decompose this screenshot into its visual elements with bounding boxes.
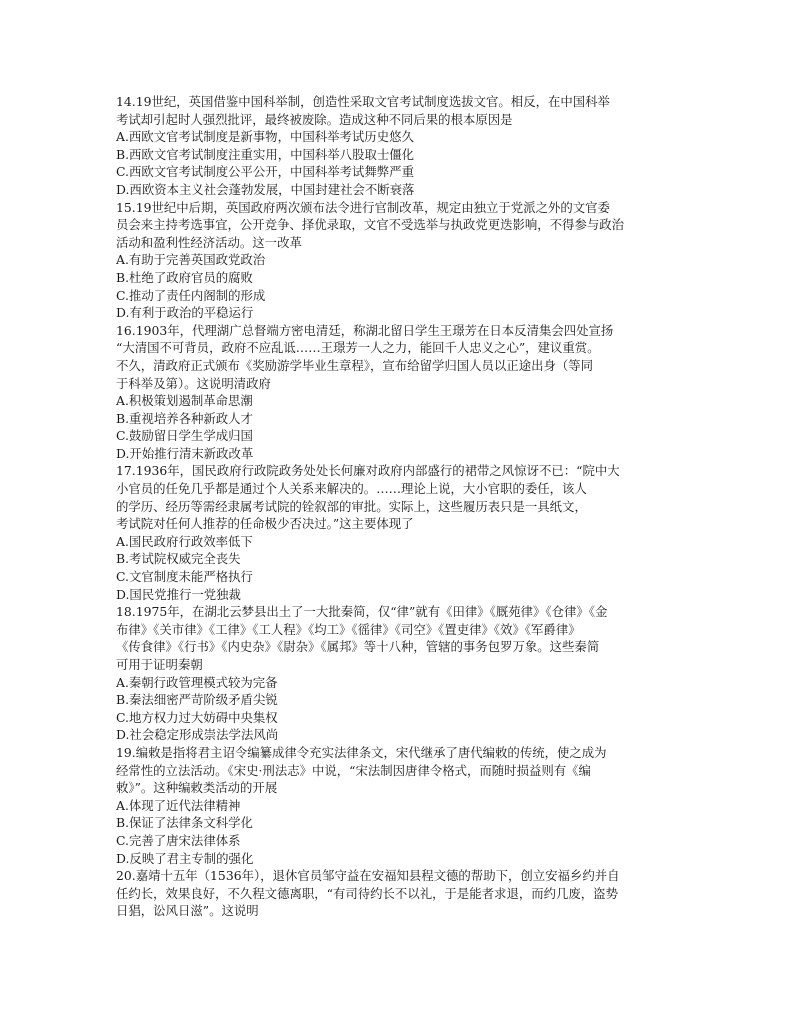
option-a: A.西欧文官考试制度是新事物，中国科举考试历史悠久 (116, 129, 414, 145)
option-d: D.有利于政治的平稳运行 (116, 305, 254, 321)
question-stem-line: 的学历、经历等需经隶属考试院的铨叙部的审批。实际上，这些履历表只是一具纸文， (116, 498, 587, 514)
option-d: D.开始推行清末新政改革 (116, 445, 254, 461)
question-stem-line: 敕》”。这种编敕类活动的开展 (116, 780, 278, 796)
option-c: C.文官制度未能严格执行 (116, 569, 253, 585)
option-d: D.社会稳定形成崇法学法风尚 (116, 727, 279, 743)
question-stem-line: 16.1903年，代理湖广总督端方密电清廷，称湖北留日学生王璟芳在日本反清集会四处宣扬 (116, 322, 614, 338)
question-stem-line: 员会来主持考选事宜，公开竞争、择优录取，文官不受选举与执政党更迭影响，不得参与政治 (116, 217, 625, 233)
question-stem-line: 日猖，讼风日滋”。这说明 (116, 903, 259, 919)
question-stem-line: 布律》《关市律》《工律》《工人程》《均工》《徭律》《司空》《置吏律》《效》《军爵律》 (116, 621, 581, 637)
question-stem-line: “大清国不可背员，政府不应乱诋……王璟芳一人之力，能回千人忠义之心”，建议重赏。 (116, 340, 600, 356)
question-20 (116, 867, 696, 920)
question-17 (116, 462, 696, 603)
option-a: A.秦朝行政管理模式较为完备 (116, 674, 278, 690)
question-stem-line: 20.嘉靖十五年（1536年），退休官员邹守益在安福知县程文德的帮助下，创立安福乡约并自 (116, 868, 620, 884)
question-16 (116, 322, 696, 463)
option-b: B.西欧文官考试制度注重实用，中国科举八股取士僵化 (116, 146, 415, 162)
exam-page (116, 93, 696, 920)
question-stem-line: 18.1975年，在湖北云梦县出土了一大批秦简，仅“律”就有《田律》《厩苑律》《仓律》《金 (116, 604, 608, 620)
question-stem-line: 《传食律》《行书》《内史杂》《尉杂》《属邦》等十八种，管辖的事务包罗万象。这些秦简 (116, 639, 600, 655)
question-stem-line: 不久，清政府正式颁布《奖励游学毕业生章程》，宣布给留学归国人员以正途出身（等同 (116, 357, 594, 373)
option-a: A.积极策划遏制革命思潮 (116, 393, 253, 409)
question-stem-line: 任约长，效果良好，不久程文德离职，“有司待约长不以礼，于是能者求退，而约几废，盗势 (116, 885, 618, 901)
option-b: B.保证了法律条文科学化 (116, 815, 253, 831)
option-c: C.地方权力过大妨碍中央集权 (116, 709, 278, 725)
question-stem-line: 于科举及第）。这说明清政府 (116, 375, 271, 391)
option-c: C.推动了责任内阁制的形成 (116, 287, 266, 303)
question-stem-line: 经常性的立法活动。《宋史·刑法志》中说，“宋法制因唐律令格式，而随时损益则有《编 (116, 762, 591, 778)
option-d: D.西欧资本主义社会蓬勃发展，中国封建社会不断衰落 (116, 181, 415, 197)
option-d: D.国民党推行一党独裁 (116, 586, 241, 602)
question-stem-line: 活动和盈利性经济活动。这一改革 (116, 234, 302, 250)
option-b: B.杜绝了政府官员的腐败 (116, 269, 253, 285)
question-stem-line: 小官员的任免几乎都是通过个人关系来解决的。……理论上说，大小官职的委任，该人 (116, 481, 587, 497)
question-stem-line: 考试却引起时人强烈批评，最终被废除。造成这种不同后果的根本原因是 (116, 111, 513, 127)
option-c: C.完善了唐宋法律体系 (116, 832, 241, 848)
option-d: D.反映了君主专制的强化 (116, 850, 254, 866)
question-19 (116, 744, 696, 867)
question-stem-line: 19.编敕是指将君主诏令编纂成律令充实法律条文，宋代继承了唐代编敕的传统，使之成为 (116, 744, 607, 760)
option-b: B.秦法细密严苛阶级矛盾尖锐 (116, 692, 278, 708)
question-15 (116, 199, 696, 322)
question-stem-line: 14.19世纪，英国借鉴中国科举制，创造性采取文官考试制度选拔文官。相反，在中国科举 (116, 94, 610, 109)
option-b: B.重视培养各种新政人才 (116, 410, 253, 426)
question-stem-line: 15.19世纪中后期，英国政府两次颁布法令进行官制改革，规定由独立于党派之外的文官委 (116, 199, 610, 215)
option-c: C.鼓励留日学生学成归国 (116, 428, 253, 444)
option-b: B.考试院权威完全丧失 (116, 551, 241, 567)
question-stem-line: 可用于证明秦朝 (116, 657, 203, 672)
option-a: A.有助于完善英国政党政治 (116, 252, 266, 268)
option-a: A.国民政府行政效率低下 (116, 533, 253, 549)
question-stem-line: 17.1936年，国民政府行政院政务处处长何廉对政府内部盛行的裙带之风惊讶不已：“院中大 (116, 463, 620, 479)
question-stem-line: 考试院对任何人推荐的任命极少否决过。”这主要体现了 (116, 516, 414, 532)
question-14 (116, 93, 696, 199)
option-c: C.西欧文官考试制度公平公开，中国科举考试舞弊严重 (116, 164, 414, 180)
option-a: A.体现了近代法律精神 (116, 797, 241, 813)
question-18 (116, 603, 696, 744)
